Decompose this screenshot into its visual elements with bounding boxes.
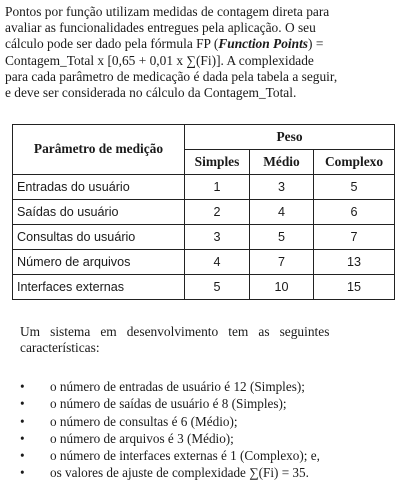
intro-line [5,53,393,69]
formula-text: Contagem_Total x [0,65 + 0,01 x [5,52,187,68]
row-label: Número de arquivos [13,250,185,275]
list-item-text: os valores de ajuste de complexidade ∑(Fi) = 35. [50,465,309,481]
list-item [20,448,390,465]
list-item-text: o número de entradas de usuário é 12 (Simples); [50,379,305,394]
intro-line: para cada parâmetro de medicação é dada pela tabela a seguir, [5,68,338,84]
list-item-text: o número de saídas de usuário é 8 (Simples); [50,396,287,412]
list-item-text: o número de arquivos é 3 (Médio); [50,430,234,446]
table-row [13,275,395,300]
bullet-icon: • [20,413,25,429]
col-header-medio: Médio [250,150,314,175]
system-line: Um sistema em desenvolvimento tem as seguintes [20,324,330,339]
cell-medio: 3 [250,175,314,200]
bullet-icon: • [20,430,25,446]
intro-text: ) = [308,36,324,52]
col-header-complexo: Complexo [314,150,395,175]
table-row [13,175,395,200]
cell-complexo: 15 [314,275,395,300]
row-label: Consultas do usuário [13,225,185,250]
list-item-text: o número de consultas é 6 (Médio); [50,413,238,429]
cell-simples: 2 [185,200,250,225]
system-line: características: [20,340,100,356]
list-item [20,396,390,413]
cell-complexo: 7 [314,225,395,250]
intro-text: cálculo pode ser dado pela fórmula FP ( [5,36,219,52]
table-row [13,225,395,250]
cell-medio: 7 [250,250,314,275]
list-item [20,379,390,396]
row-label: Saídas do usuário [13,200,185,225]
peso-header: Peso [185,125,395,150]
cell-complexo: 6 [314,200,395,225]
bullet-icon: • [20,465,25,481]
intro-paragraph [5,4,393,101]
intro-line: Pontos por função utilizam medidas de contagem direta para [5,4,330,19]
bullet-icon: • [20,448,25,464]
cell-medio: 4 [250,200,314,225]
col-header-simples: Simples [185,150,250,175]
function-points-term: Function Points [218,36,309,52]
cell-simples: 5 [185,275,250,300]
cell-simples: 1 [185,175,250,200]
sum-symbol: ∑(Fi) [186,52,217,68]
table-row [13,200,395,225]
feature-list [20,379,390,483]
list-item [20,431,390,448]
bullet-icon: • [20,379,25,394]
intro-line [5,36,393,52]
table-row [13,250,395,275]
formula-text: ]. A complexidade [216,52,314,68]
system-paragraph [20,324,393,356]
param-header: Parâmetro de medição [13,125,185,175]
cell-medio: 10 [250,275,314,300]
row-label: Entradas do usuário [13,175,185,200]
list-item-text: o número de interfaces externas é 1 (Complexo); e, [50,448,320,464]
cell-complexo: 5 [314,175,395,200]
cell-complexo: 13 [314,250,395,275]
bullet-icon: • [20,396,25,412]
list-item [20,465,390,482]
weight-table [12,124,395,300]
cell-simples: 3 [185,225,250,250]
cell-simples: 4 [185,250,250,275]
intro-line: e deve ser considerada no cálculo da Contagem_Total. [5,85,297,101]
list-item [20,414,390,431]
row-label: Interfaces externas [13,275,185,300]
intro-line: avaliar as funcionalidades entregues pela aplicação. O seu [5,20,316,36]
cell-medio: 5 [250,225,314,250]
